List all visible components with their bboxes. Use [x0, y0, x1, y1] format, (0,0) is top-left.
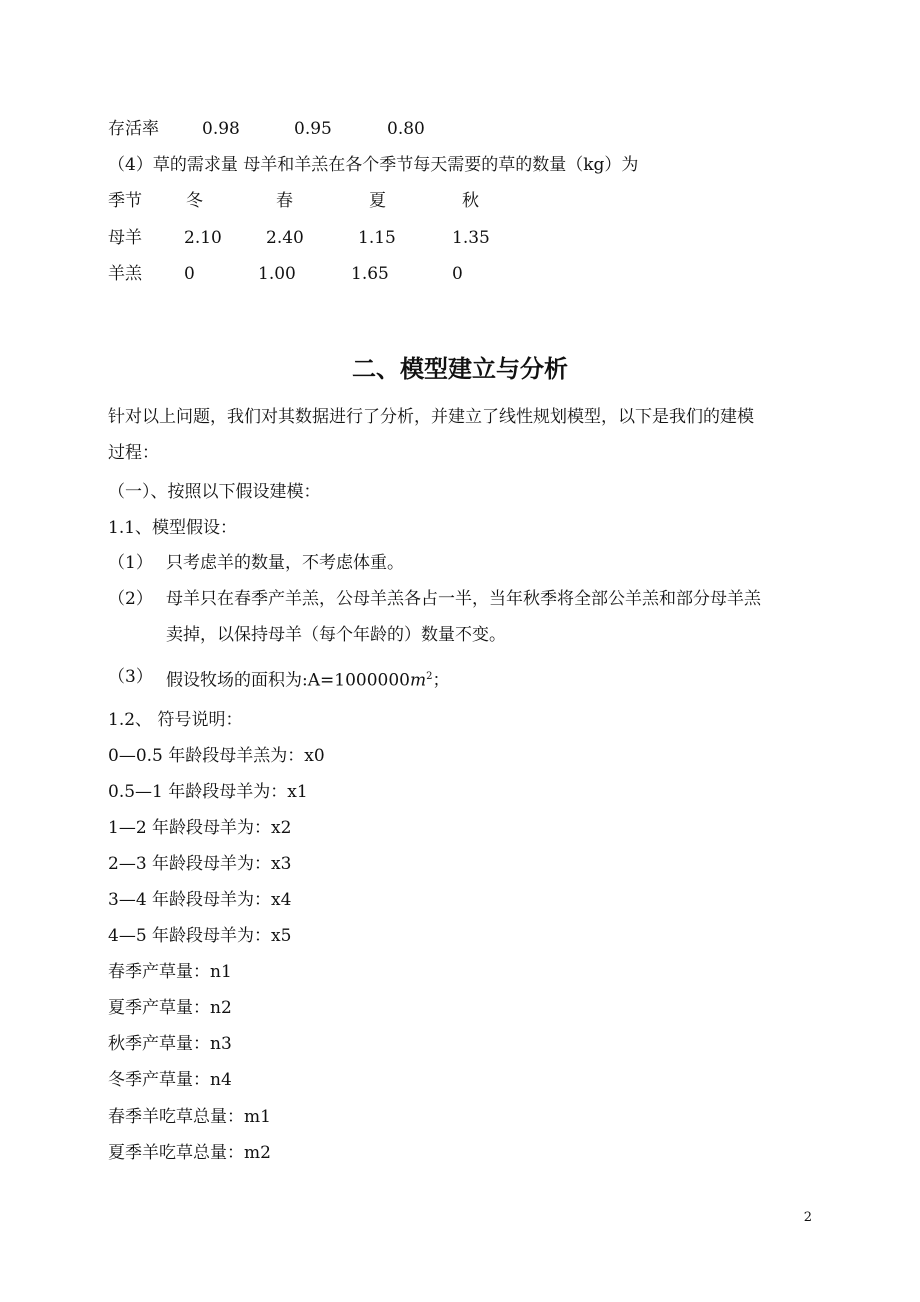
lamb-label: 羊羔 [108, 264, 142, 284]
symbol-item: 2—3 年龄段母羊为：x3 [108, 854, 292, 874]
symbol-item: 4—5 年龄段母羊为：x5 [108, 926, 292, 946]
ewe-value: 2.40 [266, 228, 304, 248]
page-number: 2 [803, 1210, 812, 1225]
ewe-value: 1.35 [452, 228, 490, 248]
assumption-number: （3） [108, 667, 153, 687]
symbol-item: 夏季产草量：n2 [108, 998, 232, 1018]
assumption-number: （2） [108, 589, 153, 609]
ewe-label: 母羊 [108, 228, 142, 248]
survival-label: 存活率 [108, 119, 159, 139]
assumptions-heading: 1.1、模型假设： [108, 518, 238, 538]
symbol-item: 3—4 年龄段母羊为：x4 [108, 890, 292, 910]
intro-line: 过程： [108, 443, 159, 463]
season-spring: 春 [276, 191, 293, 211]
symbol-item: 春季产草量：n1 [108, 962, 232, 982]
lamb-value: 1.00 [258, 264, 296, 284]
symbols-heading: 1.2、 符号说明： [108, 710, 243, 730]
symbol-item: 秋季产草量：n3 [108, 1034, 232, 1054]
lamb-value: 0 [184, 264, 195, 284]
assumption-text: 母羊只在春季产羊羔，公母羊羔各占一半，当年秋季将全部公羊羔和部分母羊羔 [166, 589, 761, 609]
area-exponent: 2 [426, 671, 433, 682]
assumption-text [166, 666, 449, 692]
symbol-item: 0—0.5 年龄段母羊羔为：x0 [108, 746, 325, 766]
intro-line: 针对以上问题，我们对其数据进行了分析，并建立了线性规划模型，以下是我们的建模 [108, 407, 754, 427]
sub-heading: （一）、按照以下假设建模： [108, 482, 321, 502]
season-autumn: 秋 [462, 191, 479, 211]
ewe-value: 1.15 [358, 228, 396, 248]
area-tail: ； [432, 670, 450, 691]
season-label: 季节 [108, 191, 142, 211]
grass-demand-title: （4）草的需求量 母羊和羊羔在各个季节每天需要的草的数量（kg）为 [108, 155, 639, 175]
area-text: 假设牧场的面积为:A=1000000 [166, 670, 410, 691]
survival-value: 0.95 [294, 119, 332, 139]
survival-value: 0.80 [387, 119, 425, 139]
assumption-number: （1） [108, 553, 153, 573]
lamb-value: 0 [452, 264, 463, 284]
ewe-value: 2.10 [184, 228, 222, 248]
lamb-value: 1.65 [351, 264, 389, 284]
season-winter: 冬 [186, 191, 203, 211]
symbol-item: 夏季羊吃草总量：m2 [108, 1143, 271, 1163]
assumption-text: 只考虑羊的数量，不考虑体重。 [166, 553, 404, 573]
section-heading: 二、模型建立与分析 [352, 355, 568, 383]
assumption-text-continued: 卖掉，以保持母羊（每个年龄的）数量不变。 [166, 625, 506, 645]
symbol-item: 冬季产草量：n4 [108, 1070, 232, 1090]
area-unit: m [409, 670, 427, 691]
survival-value: 0.98 [202, 119, 240, 139]
symbol-item: 1—2 年龄段母羊为：x2 [108, 818, 292, 838]
symbol-item: 0.5—1 年龄段母羊为：x1 [108, 782, 308, 802]
symbol-item: 春季羊吃草总量：m1 [108, 1107, 271, 1127]
season-summer: 夏 [369, 191, 386, 211]
